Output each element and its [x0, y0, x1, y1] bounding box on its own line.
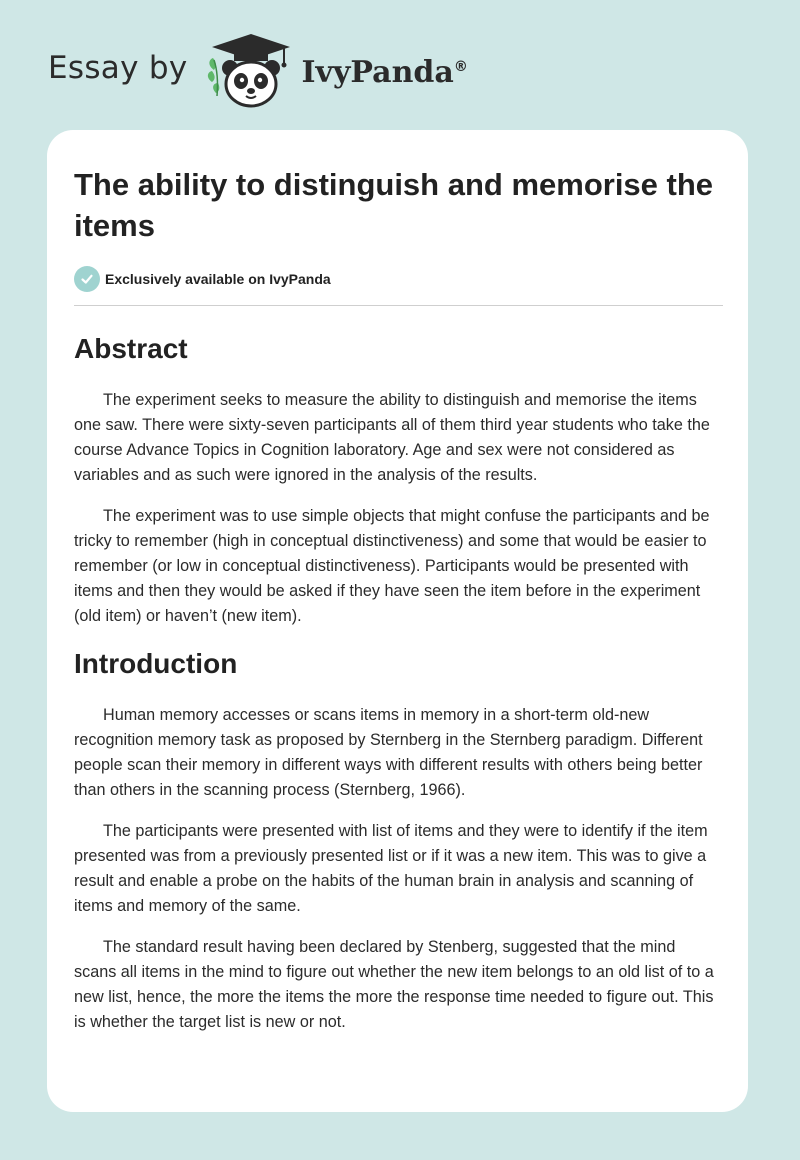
paragraph: The standard result having been declared by Stenberg, suggested that the mind scans all items in the mind to figure out whether the new item belongs to an old list of to a new list, hence, the more the items the more the response time needed to figure out. This is whether the target list is new or not. — [74, 938, 714, 1031]
paragraph: The participants were presented with list of items and they were to identify if the item presented was from a previously presented list or if it was a new item. This was to give a result and enable a probe on the habits of the human brain in analysis and scanning of items and memory of the same. — [74, 822, 708, 915]
section-heading: Abstract — [74, 333, 188, 364]
exclusive-badge — [74, 266, 722, 292]
paragraph: The experiment seeks to measure the ability to distinguish and memorise the items one saw. There were sixty-seven participants all of them third year students who take the course Advance Topics in Cognition laboratory. Age and sex were not considered as variables and as such were ignored in the analysis of the results. — [74, 391, 710, 484]
brand-name: IvyPanda® — [301, 54, 468, 90]
section-introduction — [74, 647, 722, 1035]
essay-card — [47, 130, 748, 1112]
checkmark-icon — [74, 266, 100, 292]
essay-title: The ability to distinguish and memorise the items — [74, 167, 714, 243]
section-heading: Introduction — [74, 648, 238, 679]
ivypanda-logo-icon[interactable] — [204, 30, 298, 110]
section-abstract — [74, 332, 722, 629]
site-header — [48, 30, 468, 110]
divider — [74, 305, 723, 306]
brand-prefix: Essay by — [48, 50, 188, 86]
paragraph: Human memory accesses or scans items in memory in a short-term old-new recognition memory task as proposed by Sternberg in the Sternberg paradigm. Different people scan their memory in different ways with different results with others being better than others in the scanning process (Sternberg, 1966). — [74, 706, 703, 799]
paragraph: The experiment was to use simple objects that might confuse the participants and be tricky to remember (high in conceptual distinctiveness) and some that would be easier to remember (or low in conceptual distinctiveness). Participants would be presented with items and then they would be asked if they have seen the item before in the experiment (old item) or haven’t (new item). — [74, 507, 710, 625]
badge-text: Exclusively available on IvyPanda — [105, 271, 331, 287]
